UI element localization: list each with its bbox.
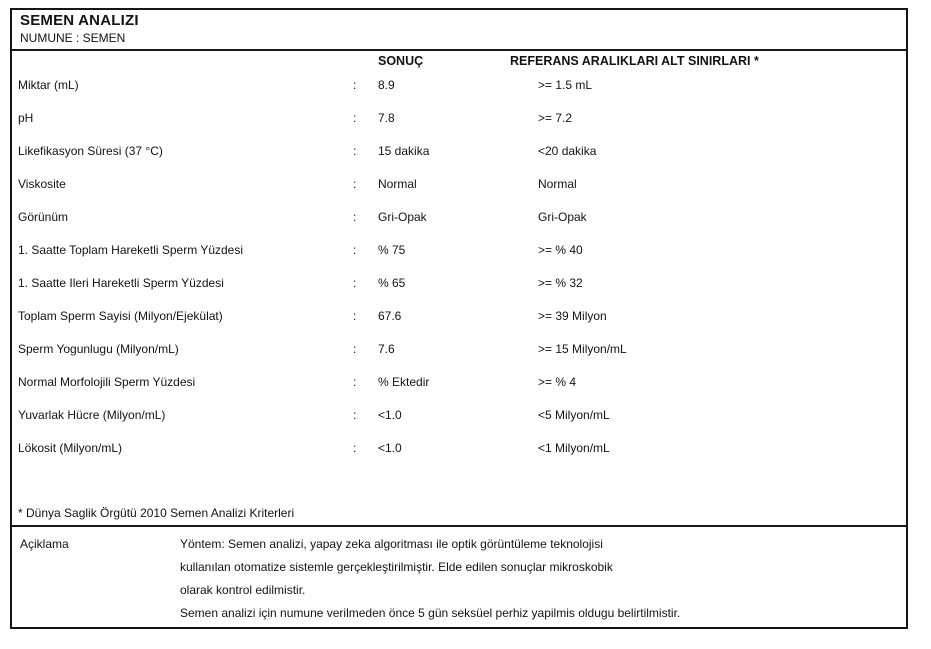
test-result: Normal [378, 177, 417, 191]
test-reference: >= % 40 [538, 243, 583, 257]
test-reference: <5 Milyon/mL [538, 408, 610, 422]
test-result: % Ektedir [378, 375, 430, 389]
explanation-text [180, 533, 898, 625]
who-criteria-footnote: * Dünya Saglik Örgütü 2010 Semen Analizi Kriterleri [18, 506, 295, 520]
separator-colon: : [353, 408, 357, 422]
test-name: Lökosit (Milyon/mL) [18, 441, 123, 455]
test-reference: >= 7.2 [538, 111, 573, 125]
test-reference: Gri-Opak [538, 210, 587, 224]
test-name: Yuvarlak Hücre (Milyon/mL) [18, 408, 166, 422]
test-result: 8.9 [378, 78, 395, 92]
lab-report [10, 8, 908, 629]
report-header [12, 10, 906, 51]
test-result: 7.6 [378, 342, 395, 356]
report-title: SEMEN ANALIZI [20, 12, 139, 29]
test-result: Gri-Opak [378, 210, 427, 224]
table-row [12, 174, 906, 207]
test-reference: >= 15 Milyon/mL [538, 342, 627, 356]
test-result: 67.6 [378, 309, 402, 323]
test-name: Toplam Sperm Sayisi (Milyon/Ejekülat) [18, 309, 223, 323]
test-result: <1.0 [378, 441, 402, 455]
table-row [12, 75, 906, 108]
table-row [12, 240, 906, 273]
separator-colon: : [353, 441, 357, 455]
test-reference: Normal [538, 177, 577, 191]
separator-colon: : [353, 243, 357, 257]
table-row [12, 108, 906, 141]
test-name: Likefikasyon Süresi (37 °C) [18, 144, 163, 158]
explanation-label: Açiklama [20, 537, 69, 551]
test-name: 1. Saatte Toplam Hareketli Sperm Yüzdesi [18, 243, 244, 257]
test-reference: <20 dakika [538, 144, 597, 158]
table-row [12, 372, 906, 405]
separator-colon: : [353, 375, 357, 389]
explanation-line: Yöntem: Semen analizi, yapay zeka algoritması ile optik görüntüleme teknolojisi [180, 537, 603, 551]
table-row [12, 438, 906, 471]
test-reference: >= % 4 [538, 375, 577, 389]
test-result: % 65 [378, 276, 406, 290]
separator-colon: : [353, 276, 357, 290]
separator-colon: : [353, 342, 357, 356]
table-row [12, 306, 906, 339]
test-reference: <1 Milyon/mL [538, 441, 610, 455]
sample-label: NUMUNE : SEMEN [20, 31, 126, 45]
test-name: Miktar (mL) [18, 78, 79, 92]
separator-colon: : [353, 111, 357, 125]
test-reference: >= 39 Milyon [538, 309, 607, 323]
table-row [12, 339, 906, 372]
test-name: Normal Morfolojili Sperm Yüzdesi [18, 375, 196, 389]
separator-colon: : [353, 78, 357, 92]
test-result: 15 dakika [378, 144, 430, 158]
test-name: 1. Saatte Ileri Hareketli Sperm Yüzdesi [18, 276, 224, 290]
explanation-line: Semen analizi için numune verilmeden önce 5 gün seksüel perhiz yapilmis oldugu belirtilmistir. [180, 606, 681, 620]
test-result: 7.8 [378, 111, 395, 125]
test-name: Sperm Yogunlugu (Milyon/mL) [18, 342, 179, 356]
test-name: Viskosite [18, 177, 66, 191]
separator-colon: : [353, 177, 357, 191]
test-result: <1.0 [378, 408, 402, 422]
table-row [12, 273, 906, 306]
separator-colon: : [353, 309, 357, 323]
test-result: % 75 [378, 243, 406, 257]
separator-colon: : [353, 210, 357, 224]
test-reference: >= % 32 [538, 276, 583, 290]
table-row [12, 141, 906, 174]
explanation-section [12, 525, 906, 627]
test-name: Görünüm [18, 210, 69, 224]
explanation-line: olarak kontrol edilmistir. [180, 583, 306, 597]
test-reference: >= 1.5 mL [538, 78, 593, 92]
reference-column-header: REFERANS ARALIKLARI ALT SINIRLARI * [510, 54, 759, 68]
separator-colon: : [353, 144, 357, 158]
table-row [12, 405, 906, 438]
results-table [12, 75, 906, 471]
table-column-headers [12, 51, 906, 75]
table-row [12, 207, 906, 240]
test-name: pH [18, 111, 34, 125]
result-column-header: SONUÇ [378, 54, 424, 68]
explanation-line: kullanılan otomatize sistemle gerçekleştirilmiştir. Elde edilen sonuçlar mikroskobik [180, 560, 613, 574]
